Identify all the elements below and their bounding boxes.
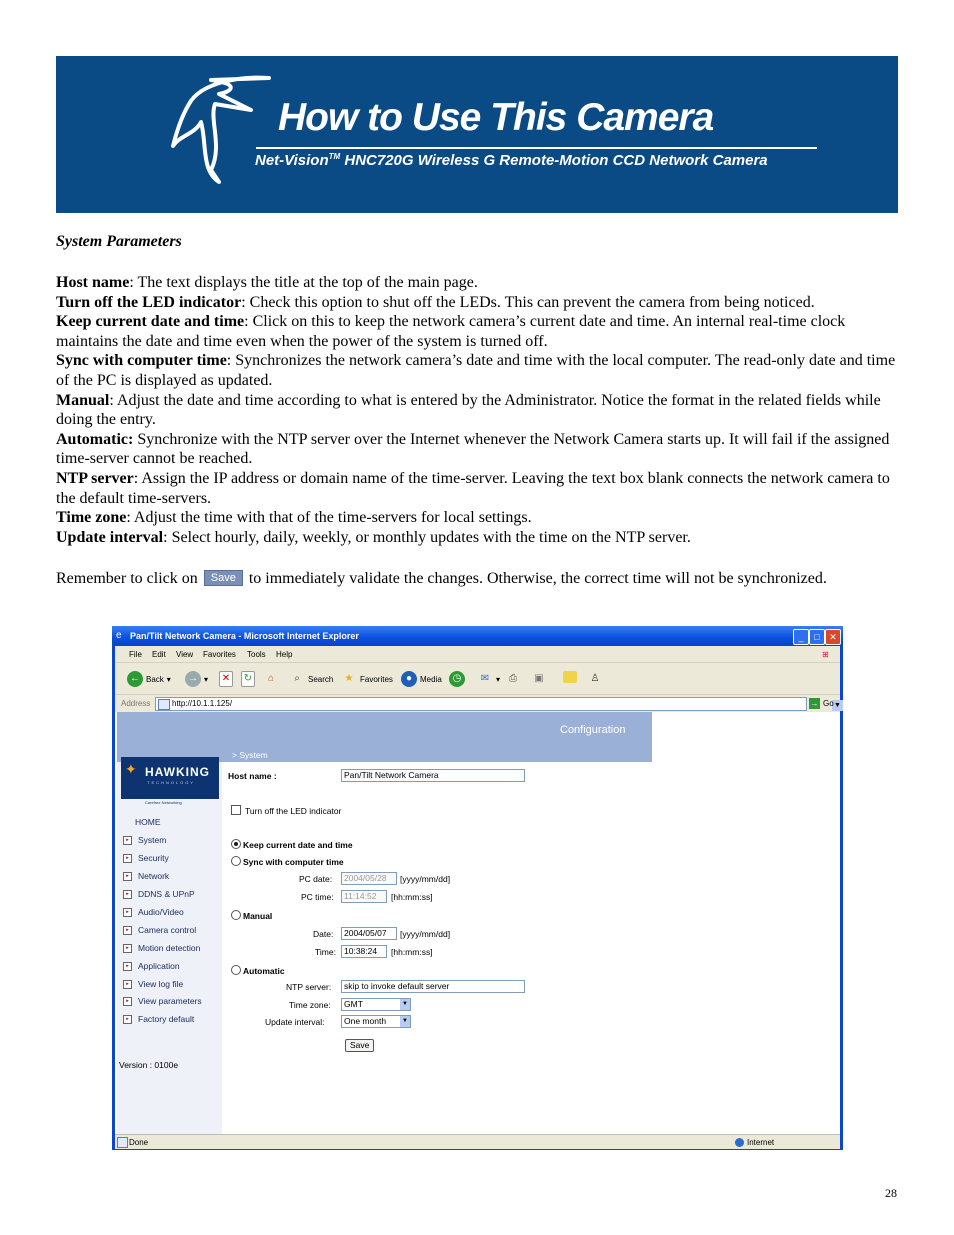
status-text: Done <box>129 1138 149 1147</box>
led-checkbox[interactable] <box>231 805 241 815</box>
back-arrow-icon: ← <box>127 671 143 687</box>
ntp-server-input[interactable]: skip to invoke default server <box>341 980 525 993</box>
search-button[interactable]: ⌕ Search <box>289 671 333 687</box>
host-name-label: Host name : <box>228 771 277 781</box>
history-icon: ◷ <box>449 671 465 687</box>
window-titlebar <box>112 626 843 646</box>
pc-date-format: [yyyy/mm/dd] <box>400 874 451 884</box>
sidebar-item-application[interactable]: ▸ Application <box>123 961 180 971</box>
home-icon: ⌂ <box>267 673 275 684</box>
param-manual: Manual: Adjust the date and time according to what is entered by the Administrator. Notice the format in the related fields while doing the entry. <box>56 391 881 429</box>
stop-icon: ✕ <box>219 671 233 687</box>
sidebar-item-home[interactable]: HOME <box>135 817 161 827</box>
media-button[interactable]: ● Media <box>401 671 442 687</box>
bullet-icon: ▸ <box>123 962 132 971</box>
time-label: Time: <box>315 947 336 957</box>
section-title: System Parameters <box>56 233 182 250</box>
inline-save-button[interactable]: Save <box>204 570 243 586</box>
pc-time-input: 11:14:52 <box>341 890 387 903</box>
bullet-icon: ▸ <box>123 944 132 953</box>
edit-icon: ▣ <box>534 673 544 684</box>
close-button[interactable]: ✕ <box>825 629 841 645</box>
home-button[interactable] <box>263 671 279 687</box>
address-dropdown-icon[interactable]: ▼ <box>832 700 843 711</box>
page-number: 28 <box>885 1186 897 1200</box>
edit-button[interactable] <box>531 671 547 687</box>
stop-button[interactable] <box>219 671 233 687</box>
bullet-icon: ▸ <box>123 836 132 845</box>
logo-tagline: Carefree Networking <box>145 800 182 805</box>
hawk-wing-icon: ✦ <box>125 761 137 777</box>
maximize-button[interactable]: □ <box>809 629 825 645</box>
star-icon: ★ <box>344 673 354 684</box>
sidebar-item-audio-video[interactable]: ▸ Audio/Video <box>123 907 184 917</box>
time-format: [hh:mm:ss] <box>391 947 433 957</box>
sidebar-item-network[interactable]: ▸ Network <box>123 871 169 881</box>
sidebar-item-ddns[interactable]: ▸ DDNS & UPnP <box>123 889 195 899</box>
bullet-icon: ▸ <box>123 1015 132 1024</box>
windows-logo-icon: ⊞ <box>822 650 829 659</box>
automatic-radio[interactable] <box>231 965 241 975</box>
banner-subtitle: Net-Vision™ HNC720G Wireless G Remote-Motion CCD Network Camera <box>255 152 768 169</box>
bullet-icon: ▸ <box>123 872 132 881</box>
bullet-icon: ▸ <box>123 997 132 1006</box>
save-reminder: Remember to click on Save to immediately validate the changes. Otherwise, the correct time will not be synchronized. <box>56 570 827 587</box>
mail-button[interactable]: ✉ ▾ <box>477 671 500 687</box>
address-label: Address <box>121 699 151 708</box>
menu-tools[interactable]: Tools <box>247 650 266 659</box>
hawk-logo-icon <box>171 74 271 189</box>
manual-radio[interactable] <box>231 910 241 920</box>
menu-favorites[interactable]: Favorites <box>203 650 236 659</box>
history-button[interactable] <box>449 671 465 687</box>
browser-window-screenshot <box>112 626 843 1150</box>
go-button[interactable]: → Go <box>810 699 834 708</box>
banner-title: How to Use This Camera <box>278 96 714 139</box>
address-bar <box>115 694 840 713</box>
forward-arrow-icon: → <box>185 671 201 687</box>
pc-date-label: PC date: <box>299 874 333 884</box>
page-status-icon <box>117 1137 128 1148</box>
date-label: Date: <box>313 929 334 939</box>
bullet-icon: ▸ <box>123 854 132 863</box>
sidebar-item-system[interactable]: ▸ System <box>123 835 166 845</box>
menu-edit[interactable]: Edit <box>152 650 166 659</box>
param-keep-date: Keep current date and time: Click on this to keep the network camera’s current date and time. An internal real-time clock maintains the date and time even when the power of the system is turned off. <box>56 313 846 350</box>
bullet-icon: ▸ <box>123 890 132 899</box>
sidebar-nav <box>117 762 222 1136</box>
sidebar-item-view-parameters[interactable]: ▸ View parameters <box>123 996 202 1006</box>
back-button[interactable]: ← Back ▾ <box>127 671 171 687</box>
keep-date-radio[interactable] <box>231 839 241 849</box>
config-title: Configuration <box>560 724 626 736</box>
sync-radio[interactable] <box>231 856 241 866</box>
refresh-button[interactable] <box>241 671 255 687</box>
automatic-option[interactable]: Automatic <box>231 965 285 976</box>
menu-help[interactable]: Help <box>276 650 293 659</box>
firmware-version: Version : 0100e <box>119 1060 179 1070</box>
param-ntp-server: NTP server: Assign the IP address or domain name of the time-server. Leaving the text box blank connects the network camera to the default time-servers. <box>56 469 890 507</box>
param-time-zone: Time zone: Adjust the time with that of the time-servers for local settings. <box>56 509 532 527</box>
chevron-down-icon: ▼ <box>400 999 410 1010</box>
menu-file[interactable]: File <box>129 650 142 659</box>
sidebar-item-view-log[interactable]: ▸ View log file <box>123 979 183 989</box>
folder-button[interactable] <box>563 671 577 683</box>
menu-view[interactable]: View <box>176 650 194 659</box>
sync-option[interactable]: Sync with computer time <box>231 856 344 867</box>
sidebar-item-camera-control[interactable]: ▸ Camera control <box>123 925 196 935</box>
banner-divider <box>256 147 817 149</box>
browser-toolbar <box>115 662 840 695</box>
date-format: [yyyy/mm/dd] <box>400 929 451 939</box>
minimize-button[interactable]: _ <box>793 629 809 645</box>
time-zone-label: Time zone: <box>289 1000 331 1010</box>
led-option[interactable]: Turn off the LED indicator <box>231 805 341 816</box>
forward-button[interactable]: → ▾ <box>185 671 208 687</box>
ntp-server-label: NTP server: <box>286 982 332 992</box>
menu-bar <box>115 646 840 662</box>
header-banner <box>56 56 898 213</box>
bullet-icon: ▸ <box>123 908 132 917</box>
media-globe-icon: ● <box>401 671 417 687</box>
mail-icon: ✉ <box>480 673 490 684</box>
refresh-icon: ↻ <box>241 671 255 687</box>
param-host-name: Host name: The text displays the title at the top of the main page. <box>56 274 478 291</box>
sidebar-item-factory-default[interactable]: ▸ Factory default <box>123 1014 194 1024</box>
pc-time-label: PC time: <box>301 892 334 902</box>
param-automatic: Automatic: Synchronize with the NTP server over the Internet whenever the Network Camera starts up. It will fail if the assigned time-server cannot be reached. <box>56 430 890 468</box>
page-icon <box>158 699 170 710</box>
chevron-down-icon: ▼ <box>400 1016 410 1027</box>
status-bar <box>115 1134 840 1149</box>
search-icon: ⌕ <box>294 673 300 684</box>
print-icon: ⎙ <box>509 673 517 684</box>
folder-icon <box>563 671 577 683</box>
print-button[interactable] <box>505 671 521 687</box>
pc-time-format: [hh:mm:ss] <box>391 892 433 902</box>
time-zone-select[interactable]: GMT ▼ <box>341 998 411 1011</box>
param-sync: Sync with computer time: Synchronizes the network camera’s date and time with the local computer. The read-only date and time of the PC is displayed as updated. <box>56 352 896 389</box>
update-interval-label: Update interval: <box>265 1017 325 1027</box>
param-led: Turn off the LED indicator: Check this option to shut off the LEDs. This can prevent the camera from being noticed. <box>56 293 815 311</box>
ie-icon: e <box>116 630 122 641</box>
host-name-input[interactable]: Pan/Tilt Network Camera <box>341 769 525 782</box>
security-zone: Internet <box>735 1138 774 1147</box>
page-content <box>115 712 840 1136</box>
go-arrow-icon: → <box>810 699 819 708</box>
bullet-icon: ▸ <box>123 926 132 935</box>
window-title: Pan/Tilt Network Camera - Microsoft Internet Explorer <box>130 631 359 641</box>
date-input[interactable]: 2004/05/07 <box>341 927 397 940</box>
messenger-button[interactable] <box>587 671 603 687</box>
pc-date-input: 2004/05/28 <box>341 872 397 885</box>
hawking-logo: ✦ HAWKING TECHNOLOGY <box>121 757 219 799</box>
sidebar-item-security[interactable]: ▸ Security <box>123 853 169 863</box>
keep-date-option[interactable]: Keep current date and time <box>231 839 353 850</box>
bullet-icon: ▸ <box>123 980 132 989</box>
parameter-descriptions <box>56 273 901 547</box>
param-update-interval: Update interval: Select hourly, daily, weekly, or monthly updates with the time on the NTP server. <box>56 528 691 546</box>
address-input[interactable]: http://10.1.1.125/ ▼ <box>155 697 807 711</box>
system-section-header: > System <box>228 749 652 761</box>
globe-icon <box>735 1138 744 1147</box>
save-button[interactable]: Save <box>345 1039 374 1052</box>
messenger-icon: ♙ <box>590 673 600 684</box>
favorites-button[interactable]: ★ Favorites <box>341 671 393 687</box>
time-input[interactable]: 10:38:24 <box>341 945 387 958</box>
update-interval-select[interactable]: One month ▼ <box>341 1015 411 1028</box>
manual-option[interactable]: Manual <box>231 910 272 921</box>
sidebar-item-motion-detection[interactable]: ▸ Motion detection <box>123 943 200 953</box>
